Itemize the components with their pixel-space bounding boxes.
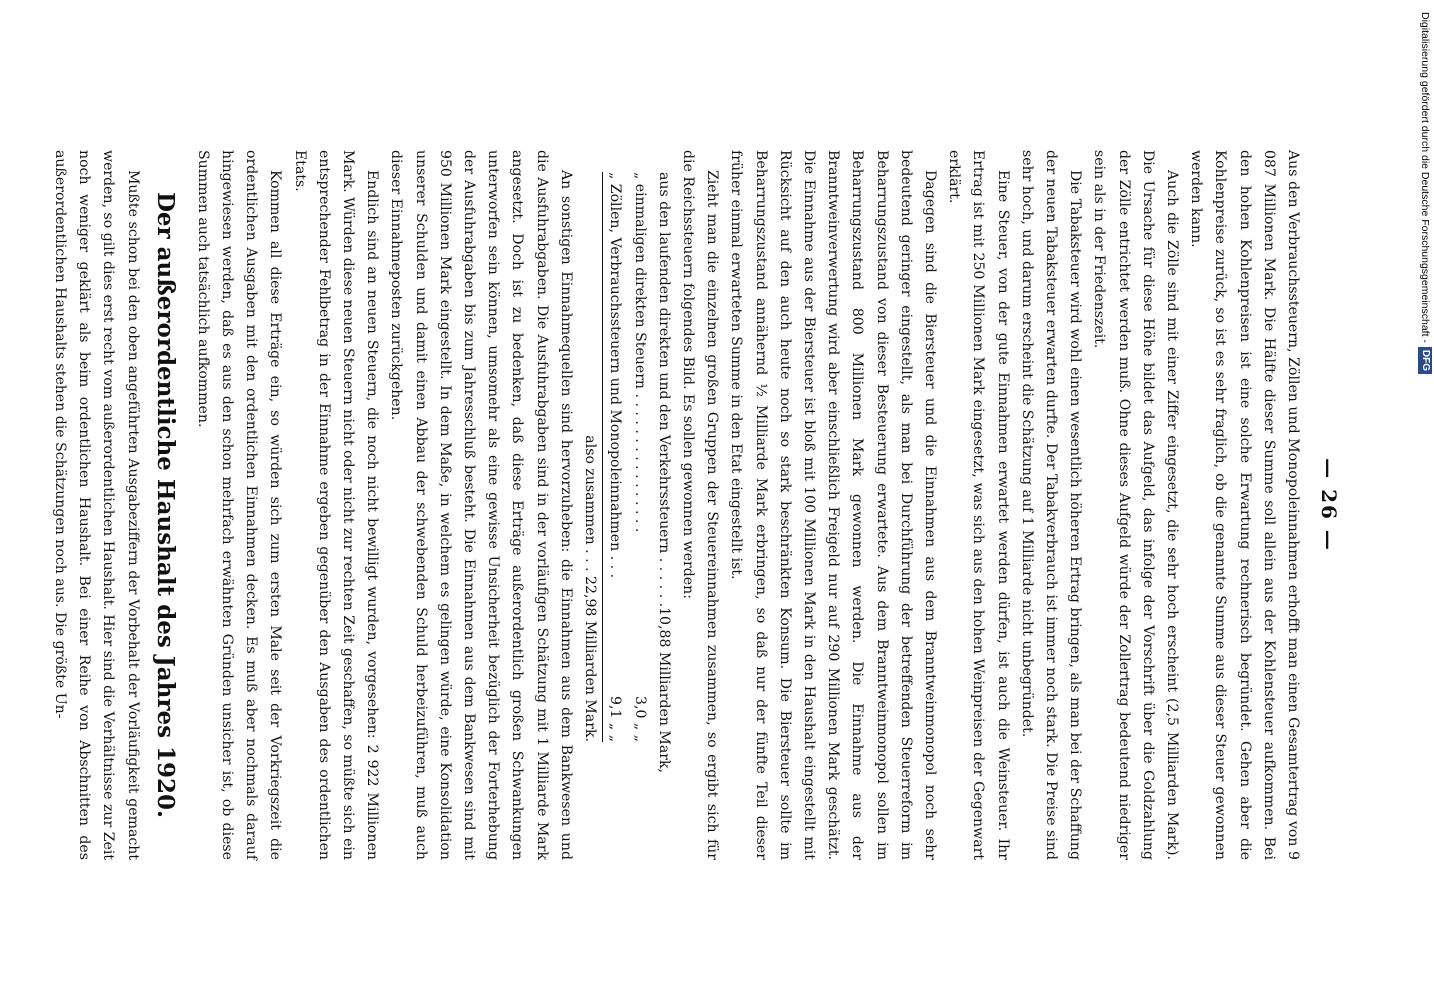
funding-imprint-text [1413, 12, 1434, 402]
summary-label: „ Zöllen, Verbrauchssteuern und Monopoleinnahmen . . . [607, 172, 624, 579]
summary-label: aus den laufenden direkten und den Verkehrssteuern . . . . . . [655, 172, 672, 608]
paragraph: Zieht man die einzelnen großen Gruppen der Steuereinnahmen zusammen, so ergibt sich für die Reichssteuern folgendes Bild. Es sollen gewonnen werden: [679, 150, 721, 860]
revenue-summary-table [603, 172, 676, 860]
funding-imprint [1413, 12, 1434, 402]
summary-total: also zusammen . . . 22,98 Milliarden Mark. [578, 172, 603, 742]
summary-value: 9,1 „ „ [607, 696, 624, 742]
paragraph: Auch die Zölle sind mit einer Ziffer eingesetzt, die sehr hoch erscheint (2,5 Milliarden Mark). Die Ursache für diese Höhe bildet das Aufgeld, das infolge der Vorschrift über die Goldzahlung der Zölle entrichtet werden muß. Ohne dieses Aufgeld würde der Zollertrag bedeutend niedriger sein als in der Friedenszeit. [1091, 150, 1180, 860]
page-number: — 26 — [1317, 458, 1341, 552]
paragraph: Endlich sind an neuen Steuern, die noch nicht bewilligt wurden, vorgesehen: 2 922 Millionen Mark. Würden diese neuen Steuern nicht oder nicht zur rechten Zeit geschaffen, so müßte sich ein entsprechender Fehlbetrag in der Einnahme ergeben gegenüber den Ausgaben des ordentlichen Etats. [291, 150, 381, 860]
summary-row [627, 172, 651, 742]
paragraph: Dagegen sind die Biersteuer und die Einnahmen aus dem Branntweinmonopol noch sehr bedeutend geringer eingestellt, als man bei Durchführung der betreffenden Steuerreform im Beharrungszustand von dieser Besteuerung erwartete. Aus dem Branntweinmonopol sollen im Beharrungszustand 800 Millionen Mark gewonnen werden. Die Einnahme aus der Branntweinverwertung wird aber einschließlich Freigeld nur auf 290 Millionen Mark geschätzt. Die Einnahme aus der Biersteuer ist bloß mit 100 Millionen Mark in den Haushalt eingestellt mit Rücksicht auf den auch heute noch so stark beschränkten Konsum. Die Biersteuer sollte im Beharrungszustand annähernd ½ Milliarde Mark erbringen, so daß nur der fünfte Teil dieser früher einmal erwarteten Summe in den Etat eingestellt ist. [728, 150, 938, 860]
paragraph: Mußte schon bei den oben angeführten Ausgabeziffern der Vorbehalt der Vorläufigkeit gemacht werden, so gilt dies erst recht vom außerordentlichen Haushalt. Hier sind die Verhältnisse zur Zeit noch weniger geklärt als beim ordentlichen Haushalt. Bei einer Reihe von Abschnitten des außerordentlichen Haushalts stehen die Schätzungen noch aus. Die größte Un- [52, 150, 141, 860]
document-page [52, 150, 1341, 860]
paragraph: Eine Steuer, von der gute Einnahmen erwartet werden dürfen, ist auch die Weinsteuer. Ihr Ertrag ist mit 250 Millionen Mark eingesetzt, was sich aus den hohen Weinpreisen der Gegenwart erklärt. [946, 150, 1011, 860]
paragraph: An sonstigen Einnahmequellen sind hervorzuheben: die Einnahmen aus dem Bankwesen und die Ausfuhrabgaben. Die Ausfuhrabgaben sind in der vorläufigen Schätzung mit 1 Milliarde Mark angesetzt. Doch ist zu bedenken, daß diese Erträge außerordentlich großen Schwankungen unterworfen sein können, umsomehr als eine gewisse Unsicherheit bezüglich der Forterhebung der Ausfuhrabgaben bis zum Jahresschluß besteht. Die Einnahmen aus dem Bankwesen sind mit 950 Millionen Mark eingestellt. In dem Maße, in welchem es gelingen würde, eine Konsolidation unserer Schulden und damit einen Abbau der schwebenden Schuld herbeizuführen, muß auch dieser Einnahmeposten zurückgehen. [388, 150, 574, 860]
paragraph: Aus den Verbrauchssteuern, Zöllen und Monopoleinnahmen erhofft man einen Gesamtertrag von 9 087 Millionen Mark. Die Hälfte dieser Summe soll allein aus der Kohlensteuer aufkommen. Bei den hohen Kohlenpreisen ist eine solche Erwartung rechnerisch begründet. Gehen aber die Kohlenpreise zurück, so ist es sehr fraglich, ob die genannte Summe aus dieser Steuer gewonnen werden kann. [1188, 150, 1301, 860]
summary-value: 3,0 „ „ [631, 696, 648, 742]
imprint-label: Digitalisierung gefördert durch die Deutsche Forschungsgemeinschaft - [1419, 12, 1431, 343]
summary-label: „ einmaligen direkten Steuern . . . . . . . . . . . . . . . . [631, 172, 648, 533]
summary-value: 10,88 Milliarden Mark, [655, 607, 672, 774]
paragraph: Kommen all diese Erträge ein, so würden sich zum ersten Male seit der Vorkriegszeit die ordentlichen Ausgaben mit den ordentlichen Einnahmen decken. Es muß aber nochmals darauf hingewiesen werden, daß es aus den schon mehrfach erwähnten Gründen unsicher ist, ob diese Summen auch tatsächlich aufkommen. [194, 150, 284, 860]
summary-row [652, 172, 676, 774]
paragraph: Die Tabaksteuer wird wohl einen wesentlich höheren Ertrag bringen, als man bei der Schaffung der neuen Tabaksteuer erwarten durfte. Der Tabakverbrauch ist immer noch stark. Die Preise sind sehr hoch, und darum erscheint die Schätzung auf 1 Milliarde nicht unbegründet. [1018, 150, 1084, 860]
dfg-logo: DFG [1418, 347, 1432, 374]
summary-row [603, 172, 627, 742]
section-heading: Der außerordentliche Haushalt des Jahres 1920. [151, 191, 179, 819]
